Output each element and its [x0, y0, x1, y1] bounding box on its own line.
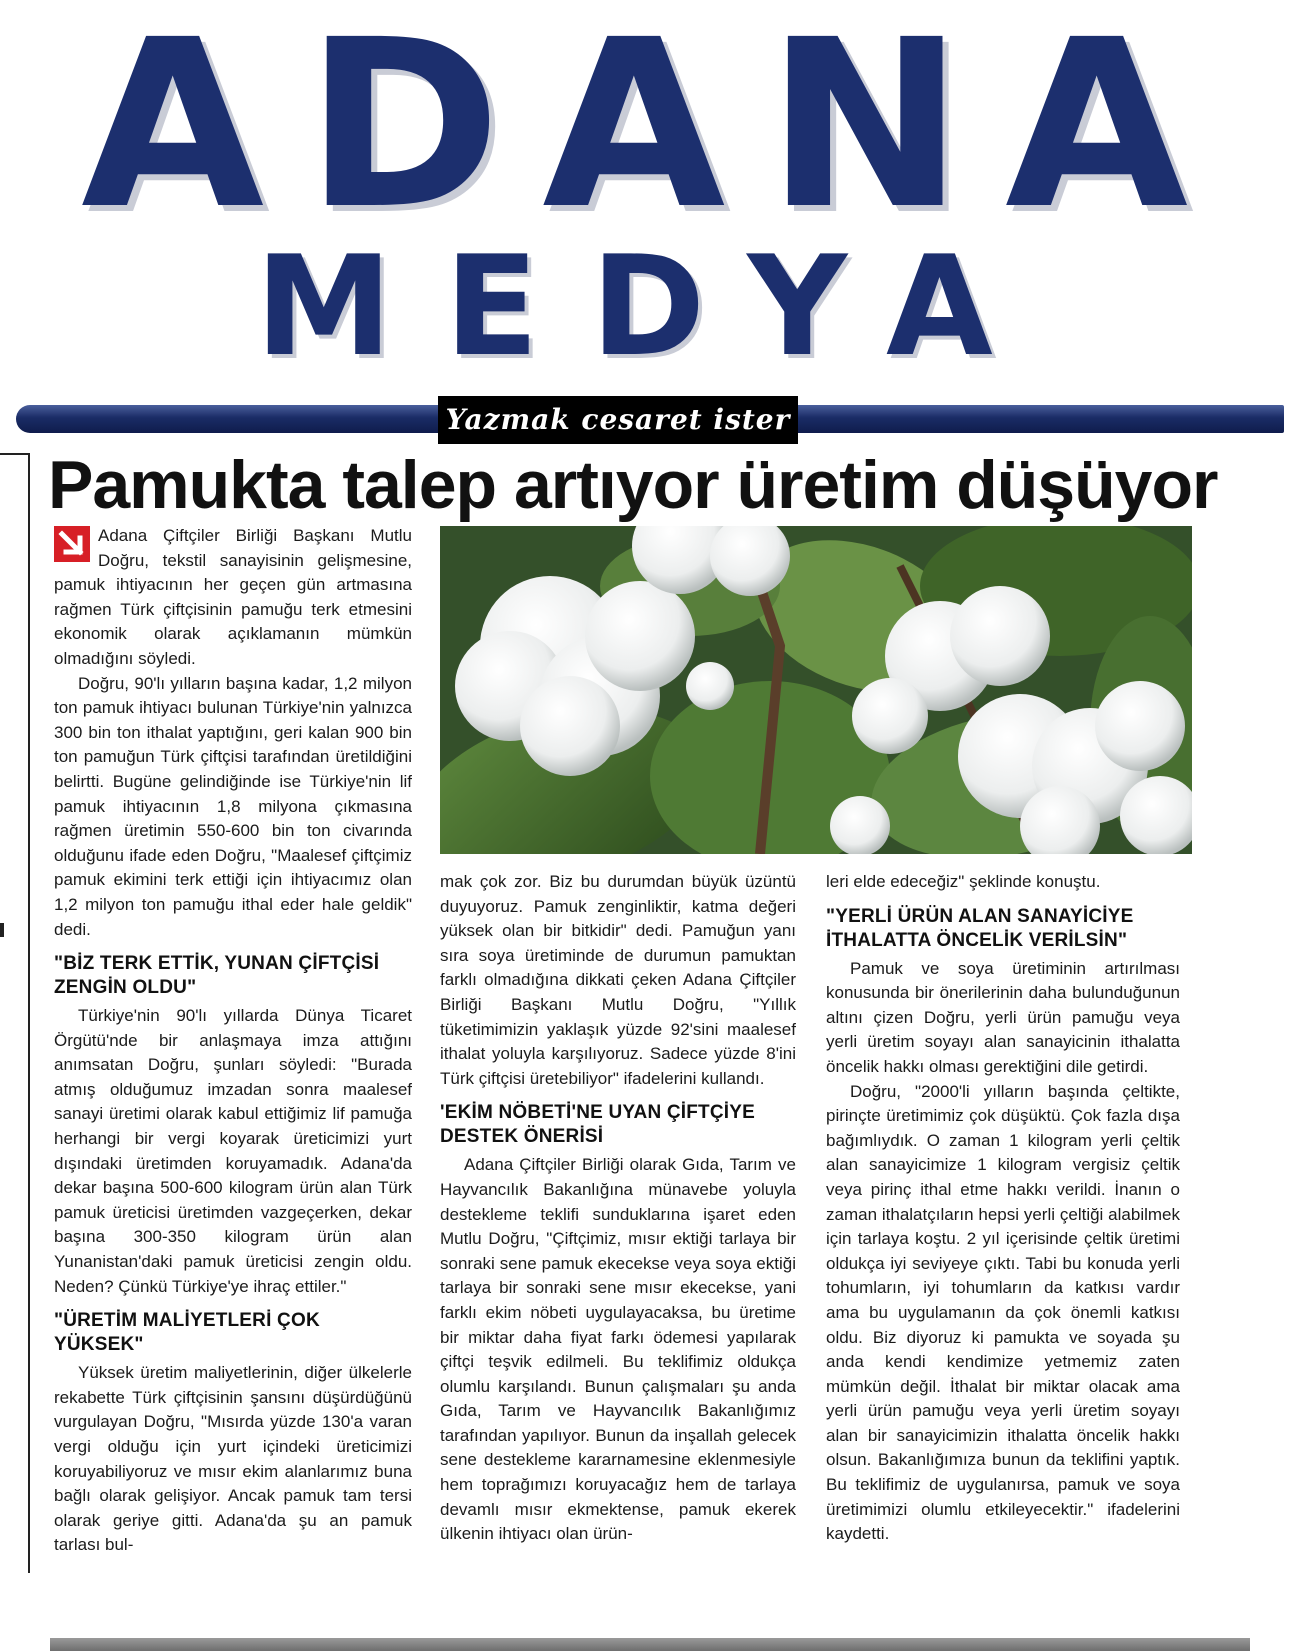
- article-subheading: "ÜRETİM MALİYETLERİ ÇOK YÜKSEK": [54, 1310, 320, 1356]
- article-paragraph: Türkiye'nin 90'lı yıllarda Dünya Ticaret Örgütü'nde bir anlaşmaya imza attığını anımsatan Doğru, şunları söyledi: "Burada atmış olduğumuz imzadan sonra maalesef sanayi üretimi olarak kabul ettiğimiz lif pamuğa herhangi bir vergi koyarak üreticimizi yurt dışındaki üretimden koruyamadık. Adana'da dekar başına 500-600 kilogram ürün alan Türk pamuk üreticisi üretimden vazgeçerken, dekar başına 300-350 kilogram ürün alan Yunanistan'daki pamuk üreticisi zengin oldu. Neden? Çünkü Türkiye'ye ihraç ettiler.": [54, 1006, 412, 1296]
- edge-mark: [0, 923, 4, 937]
- article-paragraph: Adana Çiftçiler Birliği olarak Gıda, Tarım ve Hayvancılık Bakanlığına münavebe yoluyla destekleme teklifi sunduklarına işaret eden Mutlu Doğru, "Çiftçimiz, mısır ektiği tarlaya bir sonraki sene pamuk ekecekse veya soya ektiği tarlaya bir sonraki sene mısır ekecekse, yani farklı ekim nöbeti uygulayacaksa, bu üretime bir miktar daha fiyat farkı ödemesi yapılarak çiftçi teşvik edilmeli. Bu teklifimiz oldukça olumlu karşılandı. Bunun çalışmaları şu anda Gıda, Tarım ve Hayvancılık Bakanlığımız tarafından yapılıyor. Bunun da inşallah gelecek sene destekleme kararnamesine eklenmesiyle hem toprağımızı koruyacağız hem de tarlaya devamlı mısır ekmektense, pamuk ekerek ülkenin ihtiyacı olan ürün-: [440, 1155, 796, 1544]
- masthead-title-medya: MEDYA: [255, 226, 1045, 387]
- article-lead-paragraph: Adana Çiftçiler Birliği Başkanı Mutlu Doğru, tekstil sanayisinin gelişmesine, pamuk ihtiyacının her geçen gün artmasına rağmen Türk çiftçisinin pamuğu terk etmesini ekonomik olarak açıklamanın mümkün olmadığını söyledi.: [54, 526, 412, 668]
- article-subheading: "YERLİ ÜRÜN ALAN SANAYİCİYE İTHALATTA ÖNCELİK VERİLSİN": [826, 905, 1134, 951]
- masthead-title-adana: ADANA: [81, 0, 1229, 260]
- article-subheading: "BİZ TERK ETTİK, YUNAN ÇİFTÇİSİ ZENGİN OLDU": [54, 953, 380, 999]
- edge-line: [0, 453, 30, 455]
- cotton-photo: [440, 526, 1192, 854]
- article-headline: Pamukta talep artıyor üretim düşüyor: [48, 447, 1218, 523]
- footer-bar: [50, 1638, 1250, 1651]
- article-column-2: [440, 870, 796, 1547]
- article-paragraph: Doğru, "2000'li yılların başında çeltikte, pirinçte üretimimiz çok düşüktü. Çok fazla dışa bağımlıydık. O zaman 1 kilogram yerli çeltik alan sanayicimize 1 kilogram vergisiz çeltik veya pirinç ithal etme hakkı verildi. İnanın o zaman ithalatçıların hepsi yerli çeltiği alabilmek için tarlaya koştu. 2 yıl içerisinde çeltik üretimi oldukça iyi seviyeye çıktı. Tabi bu konuda yerli tohumların, iyi tohumların da katkısı vardır ama bu uygulamanın da çok önemli katkısı oldu. Biz diyoruz ki pamukta ve soyada şu anda kendi kendimize yetmemiz zaten mümkün değil. İthalat bir miktar olacak ama yerli ürün pamuğu veya yerli üretim soyayı alan bir sanayicimizin ithalatta öncelik hakkı olsun. Bakanlığımıza bunun da teklifini yaptık. Bu teklifimiz de uygulanırsa, pamuk ve soya üretimimizi olumlu etkileyecektir." ifadelerini kaydetti.: [826, 1081, 1180, 1544]
- article-paragraph: Doğru, 90'lı yılların başına kadar, 1,2 milyon ton pamuk ihtiyacı bulunan Türkiye'nin yalnızca 300 bin ton ithalat yaptığını, geri kalan 900 bin ton pamuğun Türk çiftçisi tarafından üretildiğini belirtti. Bugüne gelindiğinde ise Türkiye'nin lif pamuk ihtiyacının 1,8 milyona çıkmasına rağmen üretimin 550-600 bin ton civarında olduğunu ifade eden Doğru, "Maalesef çiftçimiz pamuk ekimini terk ettiği için ihtiyacımız olan 1,2 milyon ton pamuğu ithal eder hale geldik" dedi.: [54, 673, 412, 939]
- masthead: [0, 0, 1301, 460]
- article-paragraph: Yüksek üretim maliyetlerinin, diğer ülkelerle rekabette Türk çiftçisinin şansını düşürdüğünü vurgulayan Doğru, "Mısırda yüzde 130'a varan vergi olduğu için yurt içindeki üreticimizi koruyabiliyoruz ve mısır ekim alanlarımız buna bağlı olarak gelişiyor. Ancak pamuk tam tersi olarak geriye gitti. Adana'da şu an pamuk tarlası bul-: [54, 1363, 412, 1555]
- masthead-slogan: Yazmak cesaret ister: [438, 396, 798, 444]
- cotton-photo-icon: [440, 526, 1192, 854]
- article-column-1: [54, 524, 412, 1558]
- article-paragraph: leri elde edeceğiz" şeklinde konuştu.: [826, 872, 1101, 891]
- article-column-3: [826, 870, 1180, 1547]
- article-paragraph: mak çok zor. Biz bu durumdan büyük üzüntü duyuyoruz. Pamuk zenginliktir, katma değeri yüksek olan bir bitkidir" dedi. Pamuğun yanı sıra soya üretiminde de durumun pamuktan farklı olmadığına dikkati çeken Adana Çiftçiler Birliği Başkanı Mutlu Doğru, "Yıllık tüketimimizin yaklaşık yüzde 92'sini maalesef ithalat yoluyla karşılıyoruz. Sadece yüzde 8'ini Türk çiftçisi üretebiliyor" ifadelerini kullandı.: [440, 872, 796, 1088]
- edge-vertical-rule: [28, 453, 30, 1573]
- arrow-down-right-icon: [54, 526, 90, 562]
- article-paragraph: Pamuk ve soya üretiminin artırılması konusunda bir önerilerinin daha bulunduğunun altını çizen Doğru, yerli ürün pamuğu veya yerli üretim soyayı alan sanayicinin ithalatta öncelik hakkı olması gerektiğini dile getirdi.: [826, 958, 1180, 1076]
- article-subheading: 'EKİM NÖBETİ'NE UYAN ÇİFTÇİYE DESTEK ÖNERİSİ: [440, 1102, 755, 1148]
